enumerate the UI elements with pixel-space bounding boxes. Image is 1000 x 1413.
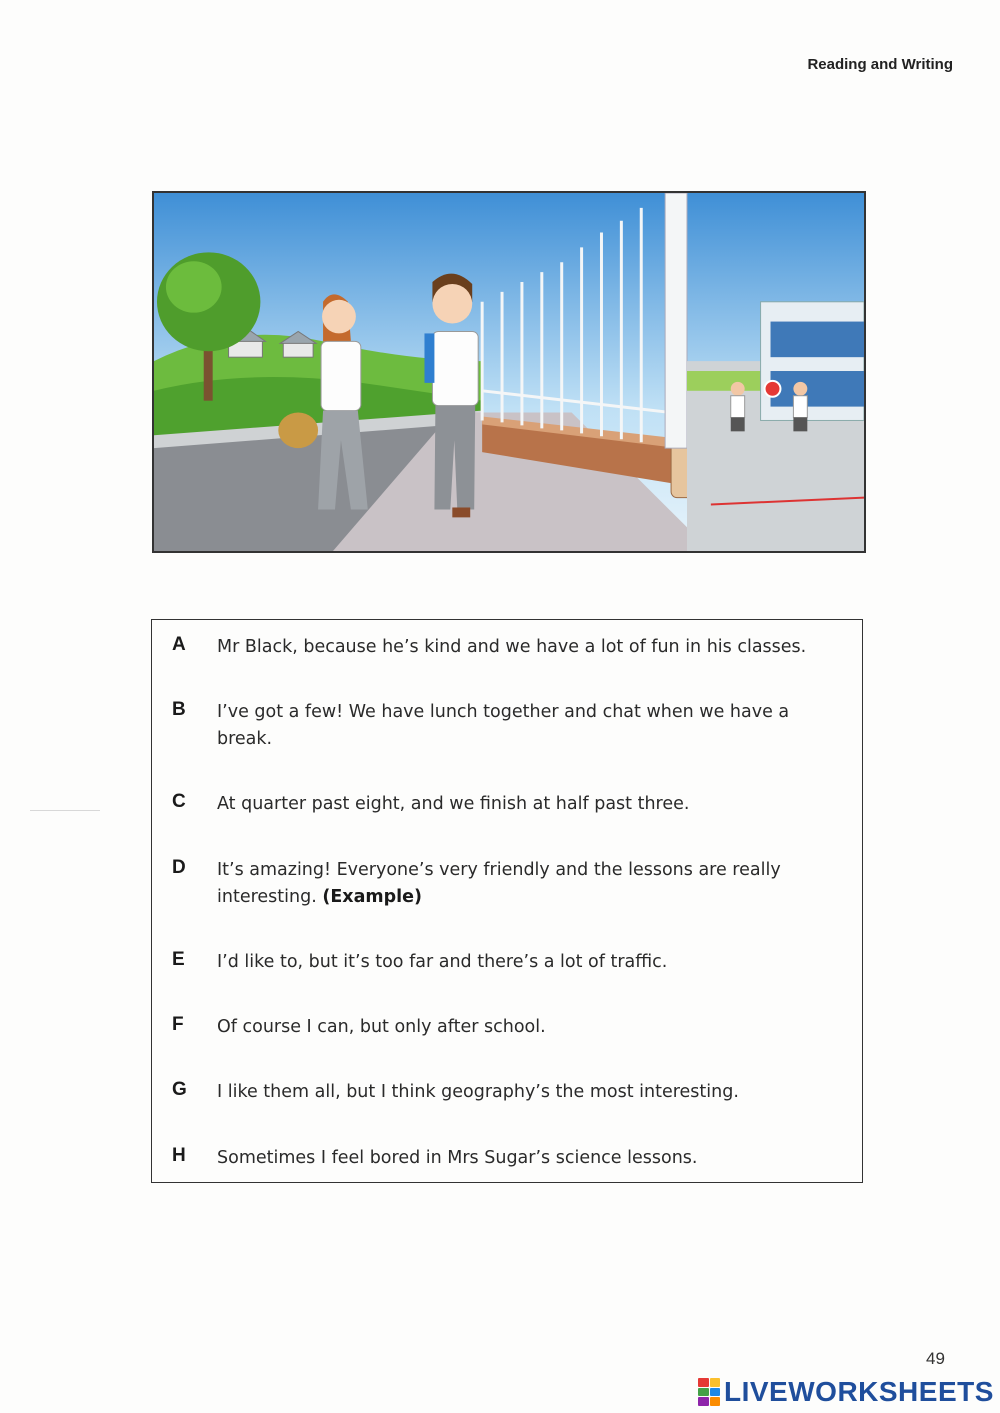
answer-options-box — [151, 619, 863, 1183]
option-letter: E — [172, 949, 185, 970]
option-letter: D — [172, 857, 186, 878]
option-text: I like them all, but I think geography’s the most interesting. — [217, 1082, 739, 1102]
school-scene-illustration — [154, 193, 864, 551]
school-scene-image — [152, 191, 866, 553]
liveworksheets-logo-icon — [698, 1378, 720, 1406]
liveworksheets-brand[interactable] — [698, 1376, 994, 1408]
option-text: Sometimes I feel bored in Mrs Sugar’s science lessons. — [217, 1148, 698, 1168]
logo-block — [710, 1378, 721, 1387]
option-letter: F — [172, 1014, 184, 1035]
example-marker: (Example) — [322, 887, 423, 907]
option-text: At quarter past eight, and we finish at half past three. — [217, 794, 690, 814]
option-text: I’d like to, but it’s too far and there’s a lot of traffic. — [217, 952, 668, 972]
option-text-body: It’s amazing! Everyone’s very friendly and the lessons are really interesting. — [217, 860, 781, 907]
scan-artifact — [30, 810, 100, 811]
option-text: Mr Black, because he’s kind and we have a lot of fun in his classes. — [217, 637, 807, 657]
option-letter: H — [172, 1145, 186, 1166]
option-text — [217, 857, 827, 911]
option-letter: A — [172, 634, 186, 655]
brand-name: LIVEWORKSHEETS — [724, 1376, 994, 1407]
option-text: Of course I can, but only after school. — [217, 1017, 546, 1037]
option-letter: G — [172, 1079, 187, 1100]
section-title: Reading and Writing — [807, 56, 953, 73]
page-number: 49 — [926, 1349, 945, 1368]
logo-block — [698, 1378, 709, 1387]
option-letter: C — [172, 791, 186, 812]
logo-block — [698, 1397, 709, 1406]
logo-block — [710, 1388, 721, 1397]
logo-block — [710, 1397, 721, 1406]
option-letter: B — [172, 699, 186, 720]
logo-block — [698, 1388, 709, 1397]
option-text: I’ve got a few! We have lunch together and chat when we have a break. — [217, 702, 790, 749]
